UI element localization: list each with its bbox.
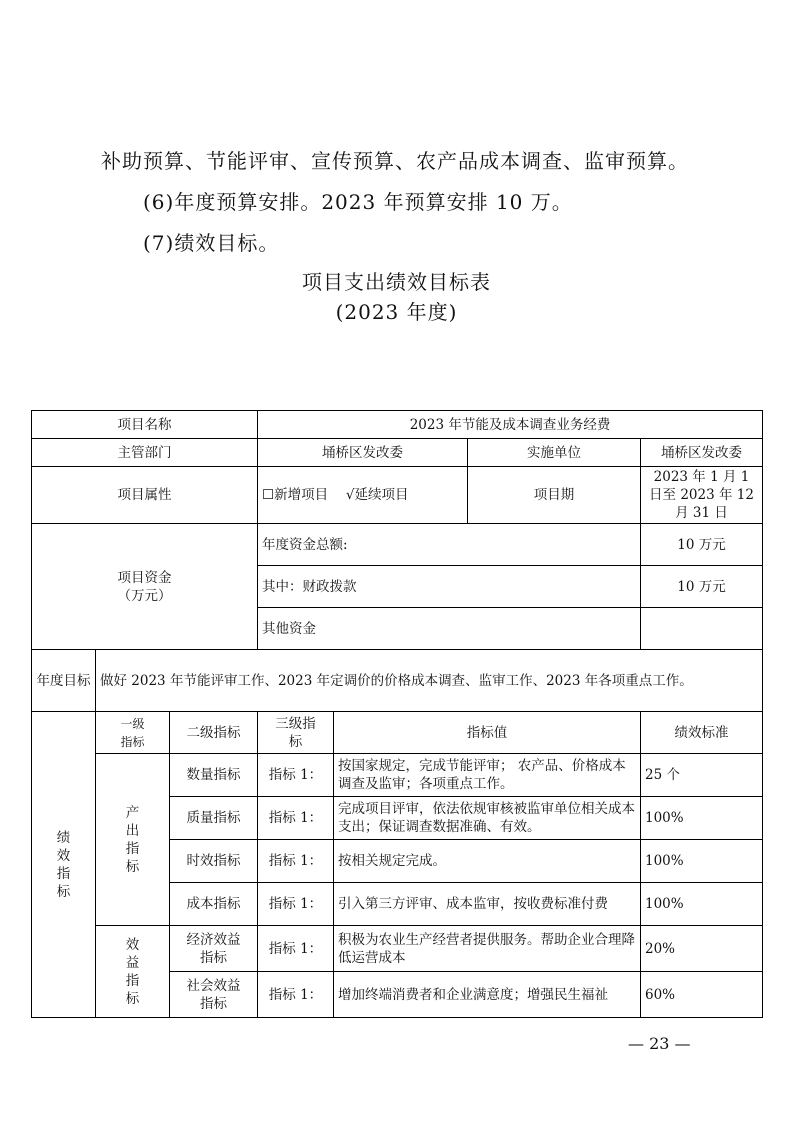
header-standard: 绩效标准 [641,712,763,754]
dept-label: 主管部门 [32,439,258,467]
level2-cell: 数量指标 [170,754,258,797]
fund-fiscal-label: 其中：财政拨款 [258,566,641,608]
paragraph-annual-budget: (6)年度预算安排。2023 年预算安排 10 万。 [143,190,573,214]
impl-label: 实施单位 [468,439,641,467]
level2-cell: 社会效益指标 [170,972,258,1018]
level2-cell: 时效指标 [170,840,258,883]
table-row [32,467,763,524]
paragraph-performance-goal: (7)绩效目标。 [143,231,280,255]
project-attr-label: 项目属性 [32,467,258,524]
period-label: 项目期 [468,467,641,524]
level2-cell: 经济效益指标 [170,926,258,972]
project-attr-value: ☐新增项目 √延续项目 [258,467,468,524]
performance-target-table [31,410,763,1018]
fund-label: 项目资金 [117,569,172,586]
indicator-value-cell: 按国家规定，完成节能评审； 农产品、价格成本调查及监审；各项重点工作。 [334,754,641,797]
level2-cell: 质量指标 [170,797,258,840]
indicator-value-cell: 按相关规定完成。 [334,840,641,883]
impl-value: 埇桥区发改委 [641,439,763,467]
standard-cell: 100% [641,840,763,883]
table-row [32,411,763,439]
table-row [32,439,763,467]
level3-cell: 指标 1： [258,926,334,972]
fund-label-cell [32,524,258,650]
level3-cell: 指标 1： [258,972,334,1018]
table-row [32,926,763,972]
header-level1: 一级指标 [96,712,170,754]
perf-indicator-label: 绩效指标 [32,712,96,1018]
header-level3: 三级指标 [258,712,334,754]
standard-cell: 25 个 [641,754,763,797]
paragraph-budget-items: 补助预算、节能评审、宣传预算、农产品成本调查、监审预算。 [101,149,689,173]
level3-cell: 指标 1： [258,754,334,797]
level2-cell: 成本指标 [170,883,258,926]
table-title: 项目支出绩效目标表 [302,270,491,294]
indicator-value-cell: 引入第三方评审、成本监审，按收费标准付费 [334,883,641,926]
header-value: 指标值 [334,712,641,754]
indicator-value-cell: 积极为农业生产经营者提供服务。帮助企业合理降低运营成本 [334,926,641,972]
page-number: — 23 — [628,1034,691,1053]
standard-cell: 20% [641,926,763,972]
fund-total-label: 年度资金总额: [258,524,641,566]
level3-cell: 指标 1： [258,840,334,883]
annual-goal-value: 做好 2023 年节能评审工作、2023 年定调价的价格成本调查、监审工作、2023 年各项重点工作。 [96,650,763,712]
level3-cell: 指标 1： [258,883,334,926]
output-indicator-label: 产出指标 [96,754,170,926]
standard-cell: 60% [641,972,763,1018]
indicator-value-cell: 增加终端消费者和企业满意度；增强民生福祉 [334,972,641,1018]
annual-goal-label: 年度目标 [32,650,96,712]
benefit-indicator-label: 效益指标 [96,926,170,1018]
table-subtitle: (2023 年度) [335,300,458,324]
fund-unit: （万元） [117,587,172,604]
standard-cell: 100% [641,797,763,840]
fund-other-label: 其他资金 [258,608,641,650]
level3-cell: 指标 1： [258,797,334,840]
table-row [32,650,763,712]
table-row [32,524,763,566]
header-level2: 二级指标 [170,712,258,754]
table-row [32,754,763,797]
fund-fiscal-value: 10 万元 [641,566,763,608]
fund-other-value [641,608,763,650]
indicator-value-cell: 完成项目评审，依法依规审核被监审单位相关成本支出；保证调查数据准确、有效。 [334,797,641,840]
table-row [32,712,763,754]
period-value: 2023 年 1 月 1 日至 2023 年 12 月 31 日 [641,467,763,524]
dept-value: 埇桥区发改委 [258,439,468,467]
project-name-value: 2023 年节能及成本调查业务经费 [258,411,763,439]
project-name-label: 项目名称 [32,411,258,439]
fund-total-value: 10 万元 [641,524,763,566]
standard-cell: 100% [641,883,763,926]
